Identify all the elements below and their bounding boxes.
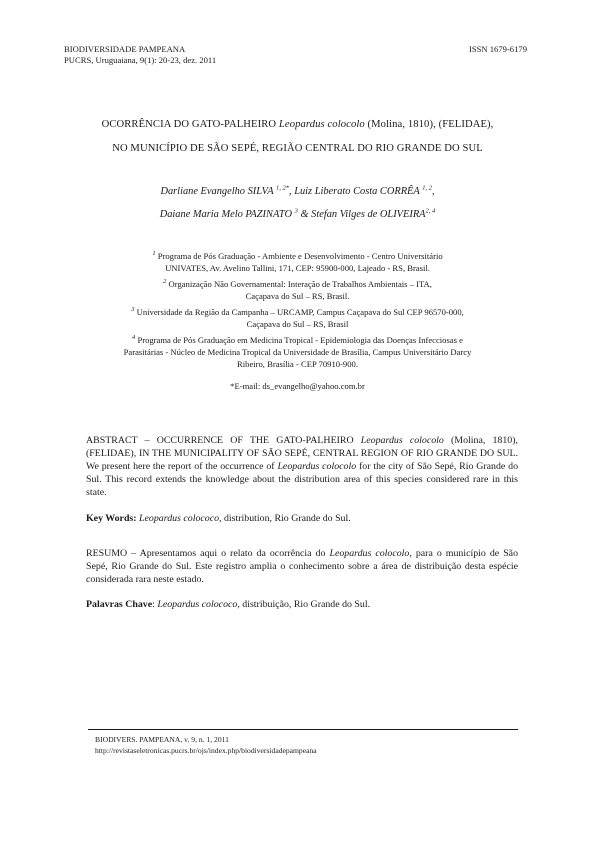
contact-email: *E-mail: ds_evangelho@yahoo.com.br [230, 381, 365, 391]
running-header-left [64, 44, 216, 66]
title-species: Leopardus colocolo [278, 119, 365, 130]
journal-name: BIODIVERSIDADE PAMPEANA [64, 44, 186, 54]
footer-rule [88, 729, 518, 730]
keywords: Key Words: Leopardus colococo, distribution, Rio Grande do Sul. [86, 513, 351, 524]
footer-url[interactable]: http://revistaseletronicas.pucrs.br/ojs/index.php/biodiversidadepampeana [95, 745, 317, 755]
affiliation-2: $^2$ Organização Não Governamental: Interação de Trabalhos Ambientais – ITA, Caçapava do Sul – RS, Brasil. [163, 278, 432, 302]
resumo: RESUMO – Apresentamos aqui o relato da ocorrência do Leopardus colocolo, para o município de São Sepé, Rio Grande do Sul. Este registro amplia o conhecimento sobre a área de distribuição desta espécie considerada rara neste estado. [86, 548, 519, 585]
journal-issue: PUCRS, Uruguaiana, 9(1): 20-23, dez. 2011 [64, 55, 217, 65]
authors-line-1: Darliane Evangelho SILVA $^{1, 2*}$, Luiz Liberato Costa CORRÊA $^{1, 2}$, [160, 184, 435, 197]
affiliation-3: $^3$ Universidade da Região da Campanha – URCAMP, Campus Caçapava do Sul CEP 96570-000, Caçapava do Sul – RS, Brasil [131, 306, 464, 330]
keywords-label: Key Words: [86, 513, 137, 524]
palavras-chave-label: Palavras Chave [86, 599, 153, 610]
author-list [60, 180, 535, 226]
issn: ISSN 1679-6179 [468, 44, 527, 54]
abstract: ABSTRACT – OCCURRENCE OF THE GATO-PALHEIRO Leopardus colocolo (Molina, 1810), (FELIDAE), IN THE MUNICIPALITY OF SÃO SEPÉ, CENTRAL REGION OF RIO GRANDE DO SUL. We present here the report of the occurrence of Leopardus colocolo for the city of São Sepé, Rio Grande do Sul. This record extends the knowledge about the distribution area of this species considered rare in this state. [86, 435, 519, 498]
authors-line-2: Daiane Maria Melo PAZINATO $^3$ & Stefan Vilges de OLIVEIRA$^{2, 4}$ [159, 207, 436, 220]
author-name: Daiane Maria Melo PAZINATO [159, 209, 293, 220]
paper-title [60, 113, 535, 161]
affiliation-1: $^1$ Programa de Pós Graduação - Ambiente e Desenvolvimento - Centro Universitário UNIVATES, Av. Avelino Tallini, 171, CEP: 95900-000, Lajeado - RS, Brasil. [152, 250, 443, 274]
page-footer [95, 735, 317, 756]
title-line-2: NO MUNICÍPIO DE SÃO SEPÉ, REGIÃO CENTRAL DO RIO GRANDE DO SUL [112, 143, 483, 154]
author-name: Darliane Evangelho SILVA [160, 186, 274, 197]
footer-citation: BIODIVERS. PAMPEANA, v. 9, n. 1, 2011 [95, 735, 229, 744]
palavras-chave: Palavras Chave: Leopardus colococo, distribuição, Rio Grande do Sul. [86, 599, 371, 610]
author-name: Stefan Vilges de OLIVEIRA [311, 209, 426, 220]
title-line-1: OCORRÊNCIA DO GATO-PALHEIRO Leopardus colocolo (Molina, 1810), (FELIDAE), [101, 119, 494, 130]
affiliation-4: $^4$ Programa de Pós Graduação em Medicina Tropical - Epidemiologia das Doenças Infecciosas e Parasitárias - Núcleo de Medicina Tropical da Universidade de Brasília, Campus Universitário Darcy Ribeiro, Brasília - CEP 70910-900. [123, 334, 472, 370]
author-name: Luiz Liberato Costa CORRÊA [294, 186, 420, 197]
